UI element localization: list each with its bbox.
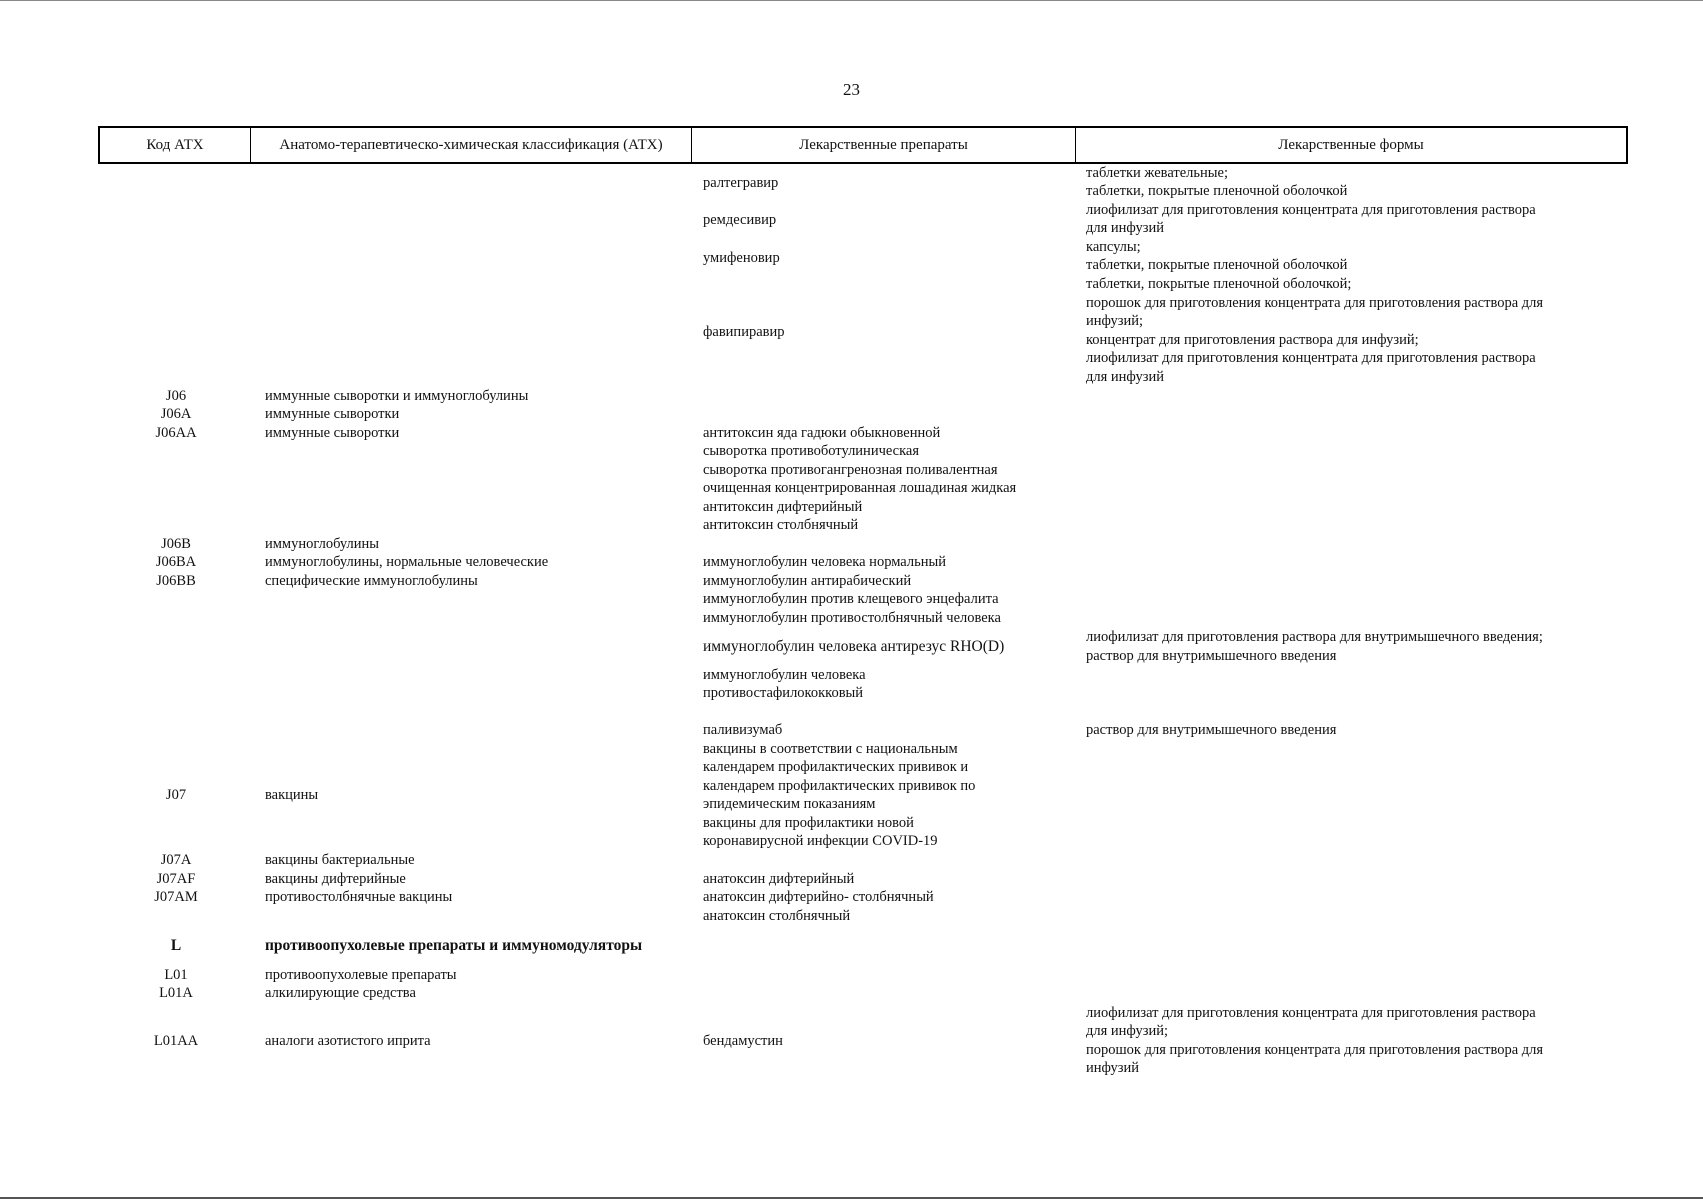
- table-header: [98, 126, 1628, 164]
- atc-code: L01AA: [153, 1033, 199, 1049]
- drug-name: иммуноглобулин против клещевого энцефалита: [703, 591, 999, 607]
- atc-code: J07AF: [156, 871, 196, 887]
- dosage-form: таблетки, покрытые пленочной оболочкой: [1086, 257, 1348, 273]
- atc-class: специфические иммуноглобулины: [265, 573, 478, 589]
- dosage-form: раствор для внутримышечного введения: [1086, 648, 1337, 664]
- dosage-form: для инфузий;: [1086, 1023, 1168, 1039]
- drug-name: иммуноглобулин противостолбнячный человека: [703, 610, 1001, 626]
- drug-name: очищенная концентрированная лошадиная жидкая: [703, 480, 1017, 496]
- atc-class: иммунные сыворотки и иммуноглобулины: [265, 388, 529, 404]
- dosage-form: таблетки жевательные;: [1086, 165, 1228, 181]
- dosage-form: для инфузий: [1086, 220, 1164, 236]
- atc-code: L01A: [159, 985, 193, 1001]
- atc-code: J06: [165, 388, 187, 404]
- atc-code: J06BA: [155, 554, 197, 570]
- drug-name: антитоксин столбнячный: [703, 517, 859, 533]
- atc-code: J07: [165, 787, 187, 803]
- atc-class: аналоги азотистого иприта: [265, 1033, 431, 1049]
- atc-class: вакцины бактериальные: [265, 852, 415, 868]
- dosage-form: порошок для приготовления концентрата для приготовления раствора для: [1086, 1042, 1544, 1058]
- header-atc-classification: Анатомо-терапевтическо-химическая классификация (АТХ): [251, 128, 692, 162]
- dosage-form: для инфузий: [1086, 369, 1164, 385]
- drug-name: иммуноглобулин антирабический: [703, 573, 912, 589]
- atc-class: вакцины дифтерийные: [265, 871, 406, 887]
- drug-name: умифеновир: [703, 250, 780, 266]
- top-scan-edge: [0, 0, 1703, 1]
- drug-name: паливизумаб: [703, 722, 783, 738]
- atc-code: L01: [164, 967, 188, 983]
- atc-code: J06A: [160, 406, 192, 422]
- header-dosage-forms: Лекарственные формы: [1278, 137, 1424, 153]
- atc-code: J06BB: [156, 573, 196, 589]
- atc-class: вакцины: [265, 787, 319, 803]
- dosage-form: лиофилизат для приготовления раствора для внутримышечного введения;: [1086, 629, 1543, 645]
- drug-name: коронавирусной инфекции COVID-19: [703, 833, 938, 849]
- atc-class: иммунные сыворотки: [265, 406, 400, 422]
- drug-name: анатоксин столбнячный: [703, 908, 851, 924]
- page-number: 23: [843, 80, 860, 99]
- dosage-form: инфузий: [1086, 1060, 1140, 1076]
- atc-class: алкилирующие средства: [265, 985, 416, 1001]
- drug-name: противостафилококковый: [703, 685, 864, 701]
- header-drugs: Лекарственные препараты: [692, 128, 1076, 162]
- drug-name: сыворотка противогангренозная поливалентная: [703, 462, 998, 478]
- dosage-form: концентрат для приготовления раствора для инфузий;: [1086, 332, 1419, 348]
- drug-name: бендамустин: [703, 1033, 783, 1049]
- drug-name: анатоксин дифтерийный: [703, 871, 855, 887]
- atc-code: J06B: [161, 536, 191, 552]
- header-atc-code: Код АТХ: [100, 128, 251, 162]
- drug-name: вакцины в соответствии с национальным: [703, 741, 958, 757]
- drug-name: иммуноглобулин человека антирезус RHO(D): [703, 638, 1005, 655]
- drug-name: иммуноглобулин человека нормальный: [703, 554, 946, 570]
- drug-name: фавипиравир: [703, 324, 785, 340]
- atc-class: противостолбнячные вакцины: [265, 889, 453, 905]
- dosage-form: лиофилизат для приготовления концентрата для приготовления раствора: [1086, 1005, 1536, 1021]
- atc-code: J07A: [160, 852, 192, 868]
- atc-code: L: [170, 937, 182, 954]
- bottom-scan-edge: [0, 1197, 1703, 1199]
- atc-code: J06AA: [155, 425, 197, 441]
- drug-name: анатоксин дифтерийно- столбнячный: [703, 889, 934, 905]
- drug-name: календарем профилактических прививок по: [703, 778, 976, 794]
- dosage-form: таблетки, покрытые пленочной оболочкой;: [1086, 276, 1352, 292]
- dosage-form: лиофилизат для приготовления концентрата для приготовления раствора: [1086, 202, 1536, 218]
- dosage-form: порошок для приготовления концентрата для приготовления раствора для: [1086, 295, 1544, 311]
- dosage-form: раствор для внутримышечного введения: [1086, 722, 1337, 738]
- atc-class: противоопухолевые препараты и иммуномодуляторы: [265, 937, 643, 954]
- drug-name: ралтегравир: [703, 175, 779, 191]
- drug-name: антитоксин яда гадюки обыкновенной: [703, 425, 941, 441]
- drug-name: календарем профилактических прививок и: [703, 759, 969, 775]
- drug-name: эпидемическим показаниям: [703, 796, 876, 812]
- dosage-form: лиофилизат для приготовления концентрата для приготовления раствора: [1086, 350, 1536, 366]
- drug-name: ремдесивир: [703, 212, 777, 228]
- atc-class: иммуноглобулины, нормальные человеческие: [265, 554, 549, 570]
- drug-name: антитоксин дифтерийный: [703, 499, 863, 515]
- drug-name: иммуноглобулин человека: [703, 667, 866, 683]
- drug-name: вакцины для профилактики новой: [703, 815, 914, 831]
- atc-class: иммунные сыворотки: [265, 425, 400, 441]
- atc-class: противоопухолевые препараты: [265, 967, 457, 983]
- atc-code: J07AM: [154, 889, 198, 905]
- drug-name: сыворотка противоботулиническая: [703, 443, 920, 459]
- dosage-form: капсулы;: [1086, 239, 1141, 255]
- atc-class: иммуноглобулины: [265, 536, 380, 552]
- dosage-form: таблетки, покрытые пленочной оболочкой: [1086, 183, 1348, 199]
- dosage-form: инфузий;: [1086, 313, 1144, 329]
